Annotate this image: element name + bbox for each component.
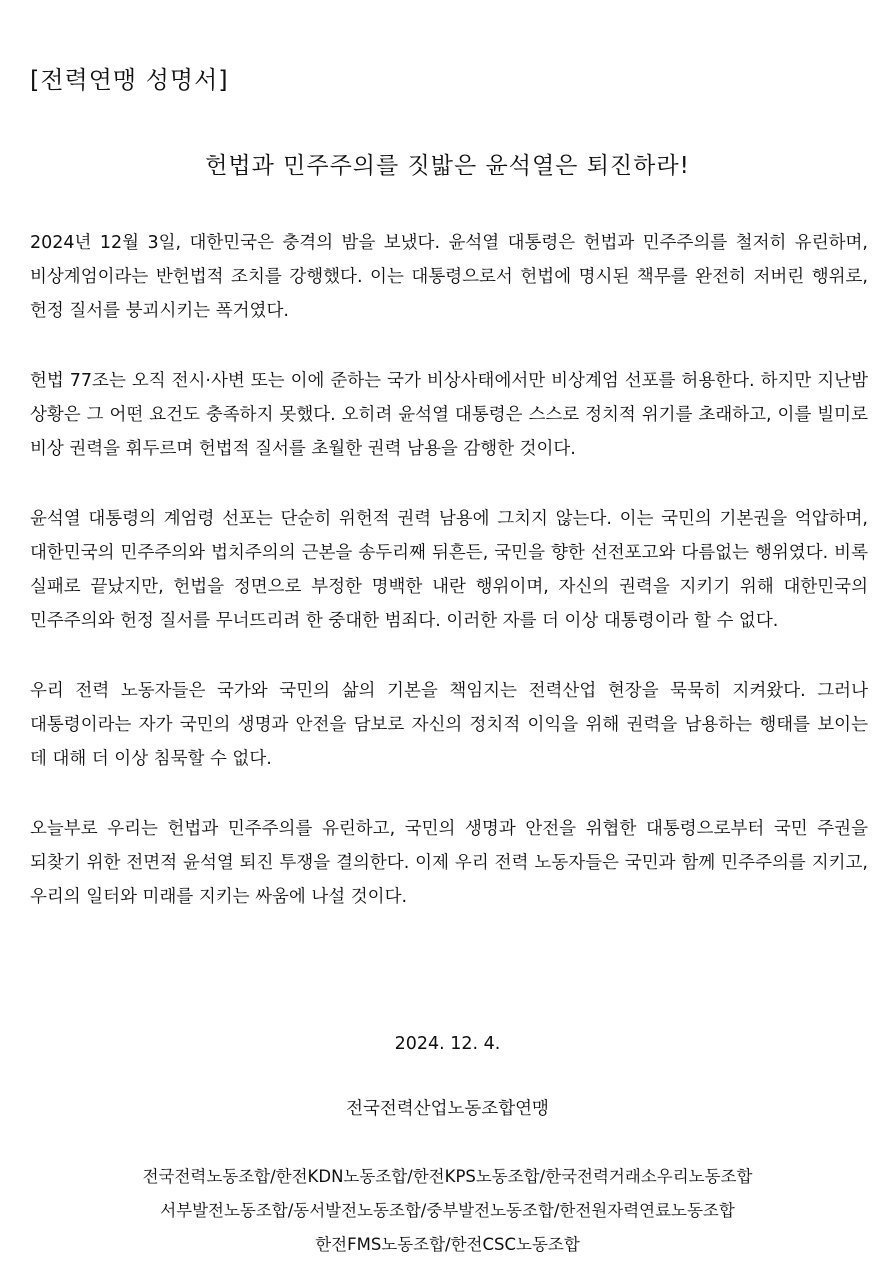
paragraph-4: 우리 전력 노동자들은 국가와 국민의 삶의 기본을 책임지는 전력산업 현장을 묵묵히 지켜왔다. 그러나 대통령이라는 자가 국민의 생명과 안전을 담보로 자신의 정치적 이익을 위해 권력을 남용하는 행태를 보이는 데 대해 더 이상 침묵할 수 없다.	[30, 681, 868, 769]
federation-name: 전국전력산업노동조합연맹	[346, 1099, 549, 1119]
paragraph-5: 오늘부로 우리는 헌법과 민주주의를 유린하고, 국민의 생명과 안전을 위협한 대통령으로부터 국민 주권을 되찾기 위한 전면적 윤석열 퇴진 투쟁을 결의한다. 이제 우리 전력 노동자들은 국민과 함께 민주주의를 지키고, 우리의 일터와 미래를 지키는 싸움에 나설 것이다.	[30, 819, 868, 907]
document-label: [전력연맹 성명서]	[30, 66, 229, 94]
document-title: 헌법과 민주주의를 짓밟은 윤석열은 퇴진하라!	[205, 153, 690, 179]
member-unions-line-2: 서부발전노동조합/동서발전노동조합/중부발전노동조합/한전원자력연료노동조합	[160, 1201, 735, 1220]
member-unions-line-3: 한전FMS노동조합/한전CSC노동조합	[315, 1235, 580, 1254]
statement-body	[30, 226, 868, 950]
member-unions	[0, 1160, 895, 1262]
paragraph-3: 윤석열 대통령의 계엄령 선포는 단순히 위헌적 권력 남용에 그치지 않는다. 이는 국민의 기본권을 억압하며, 대한민국의 민주주의와 법치주의의 근본을 송두리째 뒤흔든, 국민을 향한 선전포고와 다름없는 행위였다. 비록 실패로 끝났지만, 헌법을 정면으로 부정한 명백한 내란 행위이며, 자신의 권력을 지키기 위해 대한민국의 민주주의와 헌정 질서를 무너뜨리려 한 중대한 범죄다. 이러한 자를 더 이상 대통령이라 할 수 없다.	[30, 509, 868, 631]
paragraph-2: 헌법 77조는 오직 전시·사변 또는 이에 준하는 국가 비상사태에서만 비상계엄 선포를 허용한다. 하지만 지난밤 상황은 그 어떤 요건도 충족하지 못했다. 오히려 윤석열 대통령은 스스로 정치적 위기를 초래하고, 이를 빌미로 비상 권력을 휘두르며 헌법적 질서를 초월한 권력 남용을 감행한 것이다.	[30, 371, 868, 459]
member-unions-line-1: 전국전력노동조합/한전KDN노동조합/한전KPS노동조합/한국전력거래소우리노동조합	[142, 1167, 753, 1186]
statement-date: 2024. 12. 4.	[394, 1034, 501, 1054]
paragraph-1: 2024년 12월 3일, 대한민국은 충격의 밤을 보냈다. 윤석열 대통령은 헌법과 민주주의를 철저히 유린하며, 비상계엄이라는 반헌법적 조치를 강행했다. 이는 대통령으로서 헌법에 명시된 책무를 완전히 저버린 행위로, 헌정 질서를 붕괴시키는 폭거였다.	[30, 233, 868, 321]
